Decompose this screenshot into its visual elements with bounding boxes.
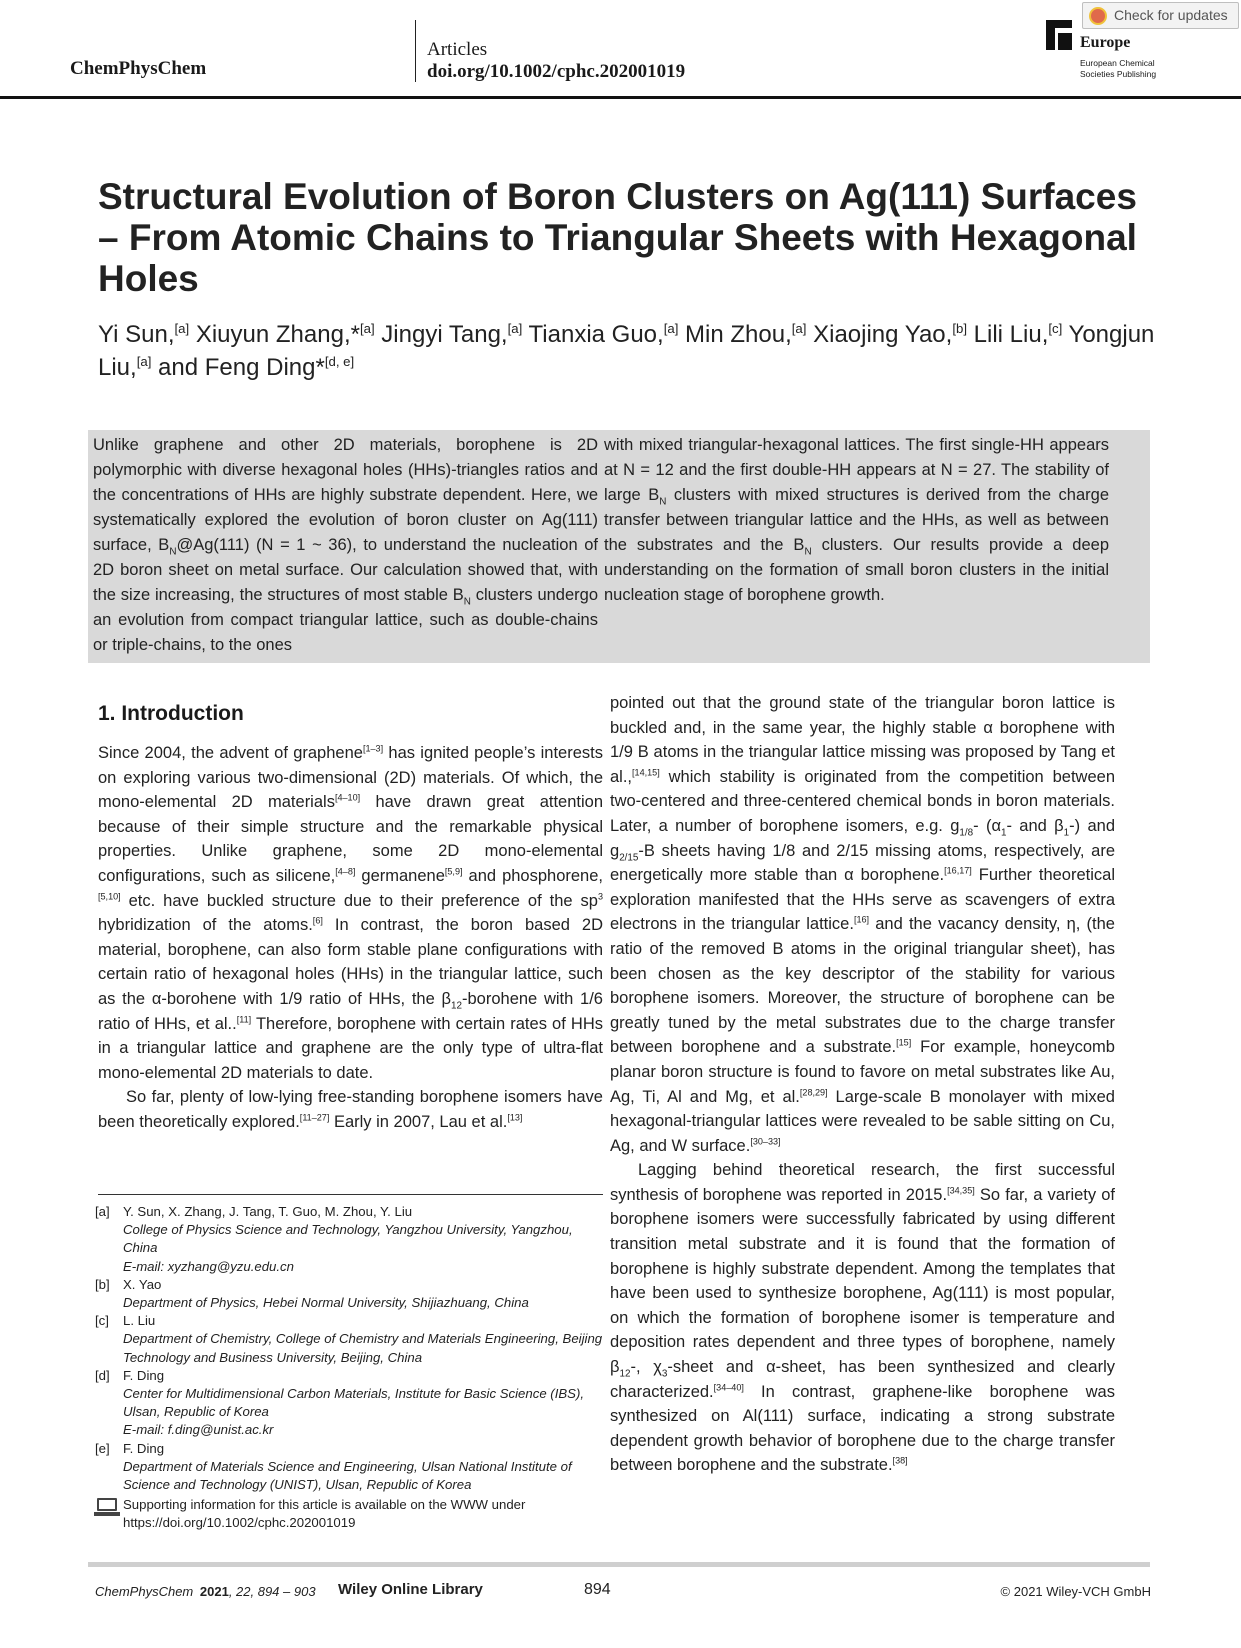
doi-link[interactable]: doi.org/10.1002/cphc.202001019 — [427, 61, 686, 82]
footer-journal: ChemPhysChem — [95, 1584, 194, 1599]
publisher-subtitle: European Chemical Societies Publishing — [1080, 58, 1157, 79]
copyright: © 2021 Wiley-VCH GmbH — [1000, 1584, 1151, 1599]
affiliation-address: Department of Materials Science and Engineering, Ulsan National Institute of Science and Technology (UNIST), Ulsan, Republic of Korea — [123, 1458, 572, 1493]
affiliation-list — [95, 1203, 605, 1494]
right-body-column — [610, 691, 1115, 1478]
affiliation-item — [95, 1276, 605, 1312]
intro-paragraph-2: So far, plenty of low-lying free-standing borophene isomers have been theoretically explored.[11–27] Early in 2007, Lau et al.[13] — [98, 1088, 603, 1131]
affiliation-address: Department of Physics, Hebei Normal University, Shijiazhuang, China — [123, 1295, 529, 1311]
wiley-online-library-link[interactable]: Wiley Online Library — [338, 1581, 483, 1598]
affiliation-names: F. Ding — [123, 1367, 165, 1383]
footer-citation — [95, 1584, 316, 1599]
affiliation-label: [e] — [95, 1440, 110, 1456]
footer-rule — [88, 1562, 1150, 1567]
abstract-right-column: with mixed triangular-hexagonal lattices. The first single-HH appears at N = 12 and the first double-HH appears at N = 27. The stability of large $B_N$ clusters with mixed structures is derived from the charge transfer between triangular lattice and the HHs, as well as between the substrates and the $B_N$ clusters. Our results provide a deep understanding on the formation of small boron clusters in the initial nucleation stage of borophene growth. — [604, 436, 1110, 604]
affiliation-label: [a] — [95, 1204, 110, 1219]
affiliations — [95, 1203, 605, 1533]
journal-name: ChemPhysChem — [70, 58, 207, 79]
affiliation-names: F. Ding — [123, 1440, 165, 1456]
affiliation-address: College of Physics Science and Technology, Yangzhou University, Yangzhou, China — [123, 1222, 573, 1256]
right-paragraph-1: pointed out that the ground state of the triangular boron lattice is buckled and, in the same year, the highly stable α borophene with 1/9 B atoms in the triangular lattice missing was proposed by Tang et al.,[14,15] which stability is originated from the competition between two-centered and three-centered chemical bonds in boron materials. Later, a number of borophene isomers, e.g. $g_{1/8}-$ ($\alpha_1-$ and $\beta_1-$) and $g_{2/15}-B$ sheets having 1/8 and 2/15 missing atoms, respectively, are energetically more stable than α borophene.[16,17] Further theoretical exploration manifested that the HHs serve as scavengers of extra electrons in the triangular lattice.[16] and the vacancy density, η, (the ratio of the removed B atoms in the original triangular sheet), has been chosen as the key descriptor of the stability for various borophene isomers. Moreover, the structure of borophene can be greatly tuned by the metal substrates due to the charge transfer between borophene and a substrate.[15] For example, honeycomb planar boron structure is found to favore on metal substrates like Au, Ag, Ti, Al and Mg, et al.[28,29] Large-scale B monolayer with mixed hexagonal-triangular lattices were revealed to be sable sitting on Cu, Ag, and W surface.[30–33] — [610, 694, 1115, 1155]
article-title: Structural Evolution of Boron Clusters on Ag(111) Surfaces – From Atomic Chains to Triangular Sheets with Hexagonal Holes — [98, 176, 1137, 299]
header-rule — [0, 96, 1241, 99]
intro-paragraph-1: Since 2004, the advent of graphene[1–3] has ignited people’s interests on exploring various two-dimensional (2D) materials. Of which, the mono-elemental 2D materials[4–10] have drawn great attention because of their simple structure and the remarkable physical properties. Unlike graphene, some 2D mono-elemental configurations, such as silicene,[4–8] germanene[5,9] and phosphorene,[5,10] etc. have buckled structure due to their preference of the $sp^3$ hybridization of the atoms.[6] In contrast, the boron based 2D material, borophene, can also form stable plane configurations with certain ratio of hexagonal holes (HHs) in the triangular lattice, such as the α-borohene with 1/9 ratio of HHs, the $\beta_{12}$-borohene with 1/6 ratio of HHs, et al..[11] Therefore, borophene with certain rates of HHs in a triangular lattice and graphene are the only type of ultra-flat mono-elemental 2D materials to date. — [98, 743, 603, 1082]
computer-icon — [97, 1498, 117, 1511]
footer-year: 2021 — [199, 1584, 229, 1599]
affiliation-address: Center for Multidimensional Carbon Materials, Institute for Basic Science (IBS), Ulsan, Republic of Korea — [123, 1386, 585, 1420]
chemistry-europe-logo-icon — [1046, 20, 1072, 50]
affiliation-names: X. Yao — [123, 1276, 162, 1292]
page-number: 894 — [584, 1581, 611, 1598]
section-label: Articles — [427, 39, 488, 60]
check-for-updates-button[interactable] — [1082, 2, 1239, 29]
affiliation-email[interactable]: E-mail: f.ding@unist.ac.kr — [123, 1422, 274, 1438]
abstract-left-column: Unlike graphene and other 2D materials, borophene is 2D polymorphic with diverse hexagonal holes (HHs)-triangles ratios and the concentrations of HHs are highly substrate dependent. Here, we systematically explored the evolution of boron cluster on Ag(111) surface, $B_N@Ag(111) (N = 1$ ~ 36), to understand the nucleation of 2D boron sheet on metal surface. Our calculation showed that, with the size increasing, the structures of most stable $B_N$ clusters undergo an evolution from compact triangular lattice, such as double-chains or triple-chains, to the ones — [93, 436, 598, 654]
abstract-box — [88, 430, 1150, 663]
affiliation-label: [c] — [95, 1313, 109, 1329]
affiliation-item — [95, 1367, 605, 1440]
affiliation-email[interactable]: E-mail: xyzhang@yzu.edu.cn — [123, 1258, 294, 1274]
header-divider — [415, 20, 416, 82]
section-heading: 1. Introduction — [98, 702, 244, 725]
affiliation-item — [95, 1312, 605, 1367]
left-body-column — [98, 741, 603, 1135]
affiliation-label: [d] — [95, 1367, 110, 1383]
supporting-info-text[interactable]: Supporting information for this article is available on the WWW under https://doi.org/10.1002/cphc.202001019 — [123, 1497, 526, 1531]
affiliation-names: L. Liu — [123, 1313, 156, 1329]
check-for-updates-label: Check for updates — [1114, 7, 1228, 23]
affiliation-names: Y. Sun, X. Zhang, J. Tang, T. Guo, M. Zhou, Y. Liu — [123, 1204, 413, 1219]
supporting-info — [95, 1496, 605, 1532]
right-paragraph-2: Lagging behind theoretical research, the first successful synthesis of borophene was reported in 2015.[34,35] So far, a variety of borophene isomers were successfully fabricated by using different transition metal substrate and it is found that the formation of borophene is highly substrate dependent. Among the templates that have been used to synthesize borophene, Ag(111) is most popular, on which the formation of borophene isomer is temperature and deposition rates dependent and three types of borophene, namely $\beta_{12}-$, $\chi_3$-sheet and α-sheet, has been synthesized and clearly characterized.[34–40] In contrast, graphene-like borophene was synthesized on Al(111) surface, indicating a strong substrate dependent growth behavior of borophene due to the charge transfer between borophene and the substrate.[38] — [610, 1161, 1115, 1475]
footnote-rule — [98, 1194, 603, 1195]
affiliation-label: [b] — [95, 1276, 110, 1292]
publisher-name: Europe — [1080, 34, 1131, 51]
crossmark-icon — [1089, 7, 1107, 25]
affiliation-item — [95, 1203, 605, 1276]
affiliation-address: Department of Chemistry, College of Chemistry and Materials Engineering, Beijing Technology and Business University, Beijing, China — [123, 1331, 603, 1365]
footer-volume-pages: , 22, 894 – 903 — [228, 1584, 316, 1599]
affiliation-item — [95, 1440, 605, 1495]
author-list: Yi Sun,[a] Xiuyun Zhang,*[a] Jingyi Tang,[a] Tianxia Guo,[a] Min Zhou,[a] Xiaojing Yao,[b] Lili Liu,[c] Yongjun Liu,[a] and Feng Ding*[d, e] — [98, 321, 1155, 381]
